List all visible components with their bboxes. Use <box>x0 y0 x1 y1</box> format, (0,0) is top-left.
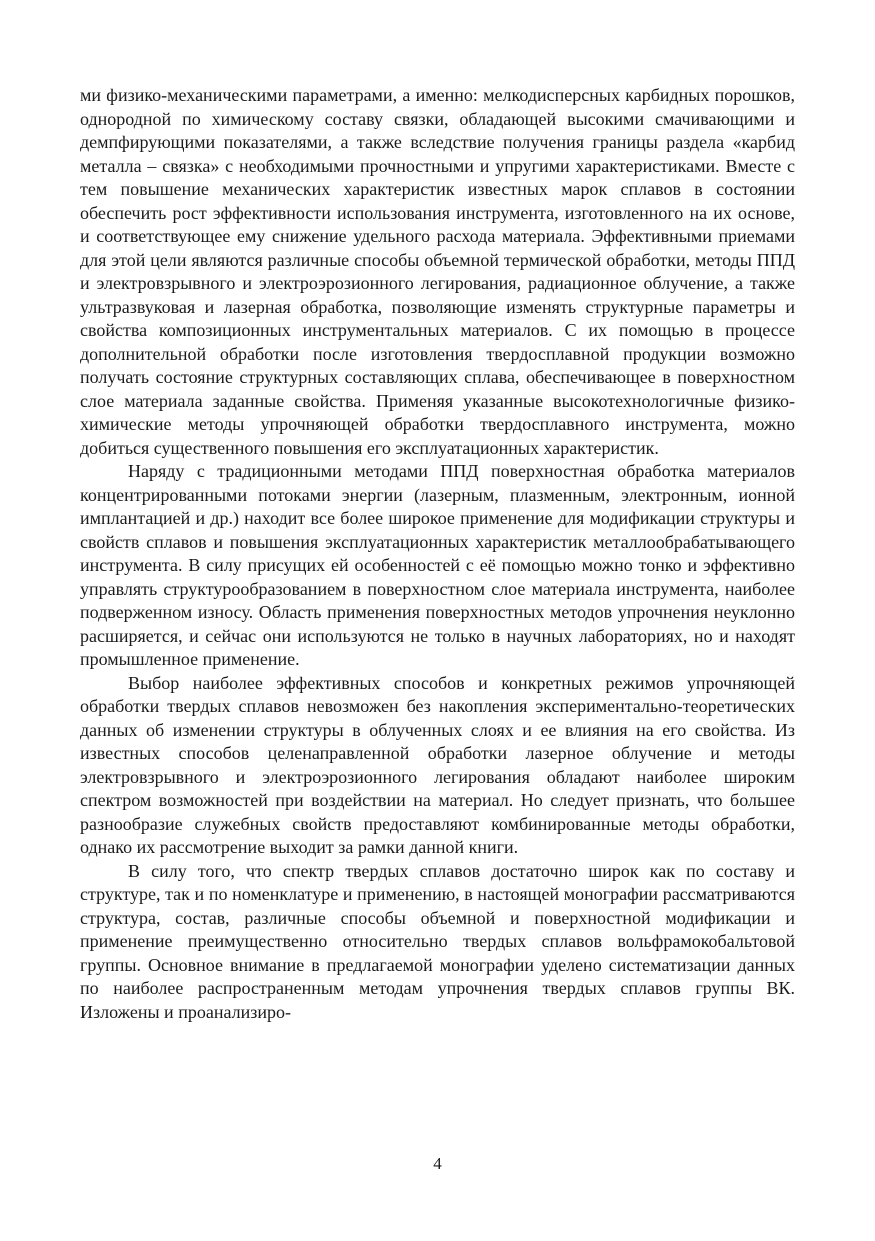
page-number: 4 <box>433 1154 442 1173</box>
paragraph: Выбор наиболее эффективных способов и конкретных режимов упрочняющей обработки твердых сплавов невозможен без накопления экспериментально-теоретических данных об изменении структуры в облученных слоях и ее влияния на его свойства. Из известных способов целенаправленной обработки лазерное облучение и методы электровзрывного и электроэрозионного легирования обладают наиболее широким спектром возможностей при воздействии на материал. Но следует признать, что большее разнообразие служебных свойств предоставляют комбинированные методы обработки, однако их рассмотрение выходит за рамки данной книги. <box>80 672 795 857</box>
document-body <box>80 84 795 1024</box>
paragraph: В силу того, что спектр твердых сплавов достаточно широк как по составу и структуре, так и по номенклатуре и применению, в настоящей монографии рассматриваются структура, состав, различные способы объемной и поверхностной модификации и применение преимущественно относительно твердых сплавов вольфрамокобальтовой группы. Основное внимание в предлагаемой монографии уделено систематизации данных по наиболее распространенным методам упрочнения твердых сплавов группы ВК. Изложены и проанализиро- <box>80 860 795 1022</box>
paragraph: Наряду с традиционными методами ППД поверхностная обработка материалов концентрированными потоками энергии (лазерным, плазменным, электронным, ионной имплантацией и др.) находит все более широкое применение для модификации структуры и свойств сплавов и повышения эксплуатационных характеристик металлообрабатывающего инструмента. В силу присущих ей особенностей с её помощью можно тонко и эффективно управлять структурообразованием в поверхностном слое материала инструмента, наиболее подверженном износу. Область применения поверхностных методов упрочнения неуклонно расширяется, и сейчас они используются не только в научных лабораториях, но и находят промышленное применение. <box>80 461 795 669</box>
paragraph-continuation: ми физико-механическими параметрами, а именно: мелкодисперсных карбидных порошков, однородной по химическому составу связки, обладающей высокими смачивающими и демпфирующими показателями, а также вследствие получения границы раздела «карбид металла – связка» с необходимыми прочностными и упругими характеристиками. Вместе с тем повышение механических характеристик известных марок сплавов в состоянии обеспечить рост эффективности использования инструмента, изготовленного на их основе, и соответствующее ему снижение удельного расхода материала. Эффективными приемами для этой цели являются различные способы объемной термической обработки, методы ППД и электровзрывного и электроэрозионного легирования, радиационное облучение, а также ультразвуковая и лазерная обработка, позволяющие изменять структурные параметры и свойства композиционных инструментальных материалов. С их помощью в процессе дополнительной обработки после изготовления твердосплавной продукции возможно получать состояние структурных составляющих сплава, обеспечивающее в поверхностном слое материала заданные свойства. Применяя указанные высокотехнологичные физико-химические методы упрочняющей обработки твердосплавного инструмента, можно добиться существенного повышения его эксплуатационных характеристик. <box>80 85 795 458</box>
